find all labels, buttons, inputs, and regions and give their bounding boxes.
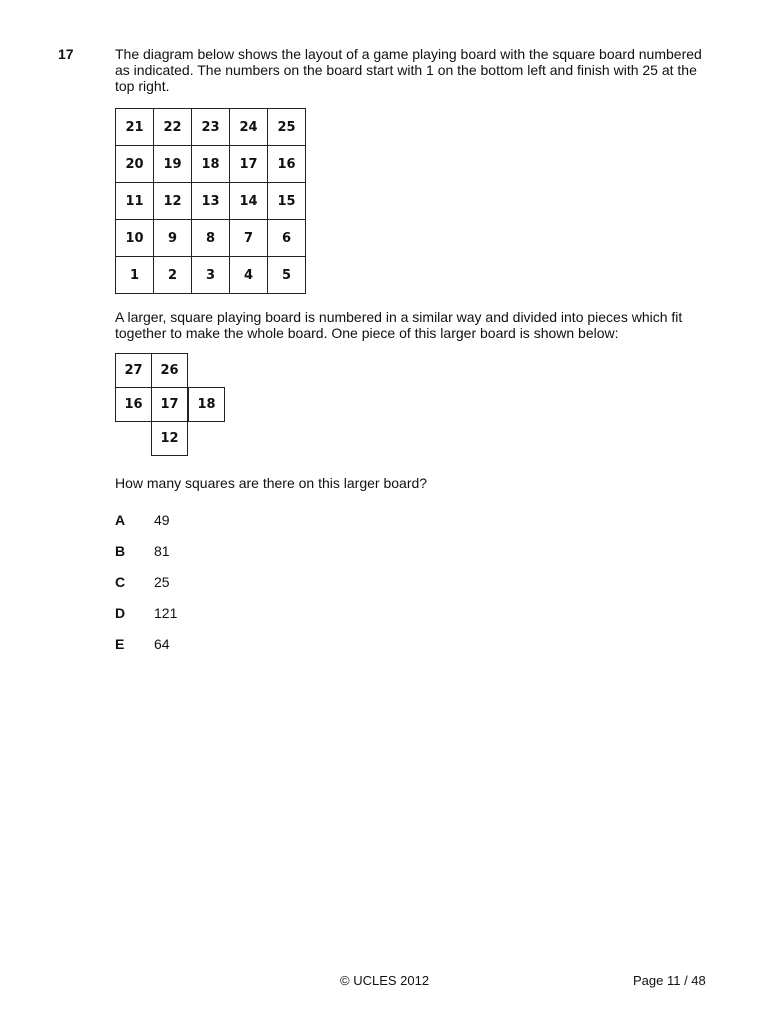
board-cell: 18 — [192, 146, 230, 183]
piece-cell: 12 — [151, 421, 188, 456]
answer-option[interactable] — [115, 574, 170, 590]
board-cell: 19 — [154, 146, 192, 183]
option-value: 121 — [154, 605, 178, 621]
board-row — [116, 109, 306, 146]
piece-cell: 17 — [151, 387, 188, 422]
board-cell: 1 — [116, 257, 154, 294]
board-cell: 14 — [230, 183, 268, 220]
board-row — [116, 220, 306, 257]
board-cell: 6 — [268, 220, 306, 257]
board-cell: 24 — [230, 109, 268, 146]
answer-option[interactable] — [115, 605, 177, 621]
board-cell: 7 — [230, 220, 268, 257]
option-value: 64 — [154, 636, 170, 652]
board-cell: 2 — [154, 257, 192, 294]
board-row — [116, 146, 306, 183]
copyright-footer: © UCLES 2012 — [340, 973, 430, 988]
board-cell: 12 — [154, 183, 192, 220]
board-cell: 21 — [116, 109, 154, 146]
board-cell: 20 — [116, 146, 154, 183]
board-cell: 16 — [268, 146, 306, 183]
larger-board-text: A larger, square playing board is numbered in a similar way and divided into pieces which fit together to make the whole board. One piece of this larger board is shown below: — [115, 309, 683, 341]
board-cell: 3 — [192, 257, 230, 294]
piece-cell: 27 — [115, 353, 152, 388]
question-prompt: How many squares are there on this larger board? — [115, 475, 428, 491]
option-value: 25 — [154, 574, 170, 590]
board-row — [116, 257, 306, 294]
option-value: 81 — [154, 543, 170, 559]
option-letter: A — [115, 512, 126, 528]
answer-option[interactable] — [115, 543, 170, 559]
board-cell: 15 — [268, 183, 306, 220]
board-cell: 22 — [154, 109, 192, 146]
board-cell: 17 — [230, 146, 268, 183]
option-letter: B — [115, 543, 126, 559]
board-cell: 4 — [230, 257, 268, 294]
option-value: 49 — [154, 512, 170, 528]
board-piece — [115, 353, 227, 461]
answer-option[interactable] — [115, 636, 170, 652]
board-cell: 9 — [154, 220, 192, 257]
option-letter: E — [115, 636, 125, 652]
board-row — [116, 183, 306, 220]
game-board — [115, 108, 306, 294]
intro-text: The diagram below shows the layout of a game playing board with the square board numbered as indicated. The numbers on the board start with 1 on the bottom left and finish with 25 at the top right. — [115, 46, 702, 94]
page-number: Page 11 / 48 — [633, 973, 706, 988]
piece-cell: 16 — [115, 387, 152, 422]
piece-cell: 26 — [151, 353, 188, 388]
option-letter: C — [115, 574, 126, 590]
board-cell: 5 — [268, 257, 306, 294]
board-cell: 10 — [116, 220, 154, 257]
board-cell: 11 — [116, 183, 154, 220]
board-cell: 25 — [268, 109, 306, 146]
piece-empty-cell — [115, 421, 152, 456]
option-letter: D — [115, 605, 126, 621]
board-cell: 8 — [192, 220, 230, 257]
piece-cell: 18 — [188, 387, 225, 422]
question-number: 17 — [58, 46, 74, 62]
answer-option[interactable] — [115, 512, 170, 528]
board-cell: 13 — [192, 183, 230, 220]
board-cell: 23 — [192, 109, 230, 146]
